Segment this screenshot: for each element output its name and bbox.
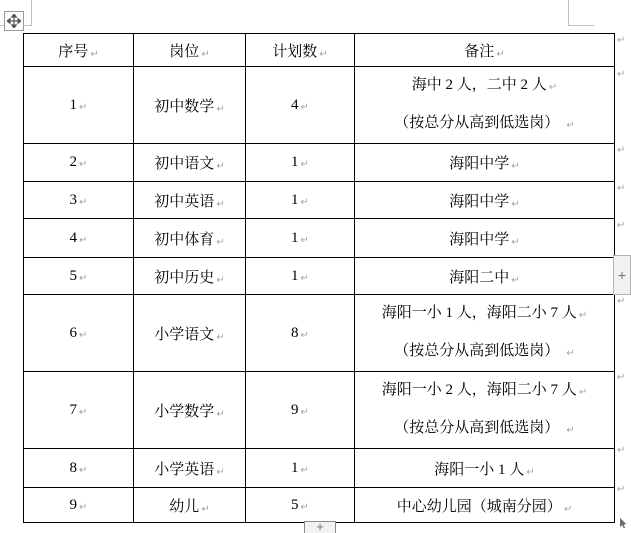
cell-no[interactable] — [24, 258, 134, 295]
cell-remark[interactable] — [355, 182, 615, 219]
paragraph-mark: ↵ — [79, 159, 88, 170]
cell-remark[interactable] — [355, 144, 615, 182]
cell-count[interactable] — [246, 258, 355, 295]
cell-count[interactable] — [246, 295, 355, 372]
paragraph-mark: ↵ — [300, 234, 309, 246]
paragraph-mark: ↵ — [216, 103, 225, 115]
row-end-paragraph-mark: ↵ — [617, 484, 626, 495]
paragraph-mark: ↵ — [300, 272, 309, 284]
cell-count[interactable] — [246, 182, 355, 219]
cell-post[interactable] — [134, 144, 246, 182]
cell-text: （按总分从高到低选岗） — [394, 115, 560, 131]
table-row — [24, 449, 615, 488]
cell-text: 1 — [291, 267, 299, 284]
text-boundary-mark-top-left-v — [31, 0, 32, 26]
row-end-paragraph-mark: ↵ — [617, 183, 626, 194]
cell-text: 1 — [69, 96, 78, 113]
paragraph-mark: ↵ — [216, 274, 225, 286]
cell-count[interactable] — [246, 372, 355, 449]
mouse-cursor-icon — [619, 518, 628, 529]
paragraph-mark: ↵ — [216, 408, 225, 420]
cell-text: 1 — [291, 154, 299, 170]
paragraph-mark: ↵ — [566, 425, 575, 436]
paragraph-mark: ↵ — [201, 503, 210, 515]
cell-no[interactable] — [24, 449, 134, 488]
positions-table — [23, 33, 615, 523]
cell-text: 小学语文 — [154, 326, 215, 343]
table-row — [24, 258, 615, 295]
cell-text: 幼儿 — [169, 498, 200, 515]
table-row — [24, 219, 615, 258]
table-row — [24, 67, 615, 144]
cell-text: 5 — [69, 267, 78, 284]
cell-post[interactable] — [134, 182, 246, 219]
cell-post[interactable] — [134, 488, 246, 523]
cell-no[interactable] — [24, 67, 134, 144]
paragraph-mark: ↵ — [79, 329, 88, 341]
header-label: 计划数 — [272, 43, 318, 60]
paragraph-mark: ↵ — [578, 387, 588, 398]
cell-text: 海阳一小 2 人，海阳二小 7 人 — [381, 382, 577, 398]
paragraph-mark: ↵ — [216, 236, 225, 248]
cell-no[interactable] — [24, 182, 134, 219]
paragraph-mark: ↵ — [566, 120, 575, 131]
paragraph-mark: ↵ — [216, 161, 225, 172]
cell-text: 小学英语 — [154, 461, 215, 478]
paragraph-mark: ↵ — [511, 236, 520, 248]
cell-text: 3 — [69, 191, 78, 208]
col-header-count[interactable] — [246, 34, 355, 67]
cell-no[interactable] — [24, 144, 134, 182]
cell-remark[interactable] — [355, 372, 615, 449]
cell-text: 1 — [291, 229, 299, 246]
paragraph-mark: ↵ — [79, 101, 88, 113]
paragraph-mark: ↵ — [79, 234, 88, 246]
cell-count[interactable] — [246, 488, 355, 523]
cell-text: 1 — [291, 191, 299, 208]
cell-text: 8 — [291, 324, 299, 341]
col-header-index[interactable] — [24, 34, 134, 67]
table-row — [24, 34, 615, 67]
cell-post[interactable] — [134, 295, 246, 372]
row-end-paragraph-mark: ↵ — [617, 372, 626, 383]
plus-icon: + — [617, 267, 627, 283]
cell-remark[interactable] — [355, 67, 615, 144]
cell-text: 4 — [291, 96, 299, 113]
paragraph-mark: ↵ — [201, 48, 210, 60]
paragraph-mark: ↵ — [79, 272, 88, 284]
row-end-paragraph-mark: ↵ — [617, 445, 626, 456]
cell-text: 9 — [69, 496, 78, 513]
cell-remark[interactable] — [355, 219, 615, 258]
paragraph-mark: ↵ — [300, 329, 309, 341]
table-row — [24, 488, 615, 523]
text-boundary-mark-top-right-h — [568, 25, 594, 26]
cell-text: 9 — [291, 401, 299, 418]
cell-remark[interactable] — [355, 488, 615, 523]
cell-text: 7 — [69, 401, 78, 418]
cell-remark[interactable] — [355, 449, 615, 488]
col-header-post[interactable] — [134, 34, 246, 67]
header-label: 备注 — [464, 43, 495, 60]
cell-text: （按总分从高到低选岗） — [394, 420, 560, 436]
paragraph-mark: ↵ — [300, 464, 309, 476]
paragraph-mark: ↵ — [79, 406, 88, 418]
paragraph-mark: ↵ — [578, 310, 588, 321]
cell-post[interactable] — [134, 219, 246, 258]
paragraph-mark: ↵ — [300, 101, 309, 113]
paragraph-mark: ↵ — [79, 501, 88, 513]
paragraph-mark: ↵ — [300, 406, 309, 418]
table-row — [24, 295, 615, 372]
cell-text: 初中数学 — [154, 98, 215, 115]
cell-text: 4 — [69, 229, 78, 246]
cell-no[interactable] — [24, 488, 134, 523]
cell-text: 海阳中学 — [449, 156, 510, 172]
paragraph-mark: ↵ — [526, 466, 535, 478]
row-end-paragraph-mark: ↵ — [617, 220, 626, 231]
cell-text: 海中 2 人，二中 2 人 — [411, 77, 547, 93]
paragraph-mark: ↵ — [300, 159, 309, 170]
paragraph-mark: ↵ — [216, 331, 225, 343]
cell-remark[interactable] — [355, 258, 615, 295]
cell-no[interactable] — [24, 295, 134, 372]
cell-count[interactable] — [246, 219, 355, 258]
cell-text: 初中历史 — [154, 269, 215, 286]
cell-post[interactable] — [134, 372, 246, 449]
cell-text: 初中体育 — [154, 231, 215, 248]
cell-text: 小学数学 — [154, 403, 215, 420]
cell-text: 海阳中学 — [449, 231, 510, 248]
table-row — [24, 144, 615, 182]
cell-text: 海阳二中 — [449, 269, 510, 286]
paragraph-mark: ↵ — [511, 198, 520, 210]
cell-text: 海阳一小 1 人 — [434, 461, 525, 478]
cell-text: （按总分从高到低选岗） — [394, 343, 560, 359]
move-arrows-icon — [7, 14, 21, 28]
cell-remark[interactable] — [355, 295, 615, 372]
cell-text: 8 — [69, 459, 78, 476]
paragraph-mark: ↵ — [496, 48, 505, 60]
cell-text: 中心幼儿园（城南分园） — [396, 498, 562, 515]
plus-icon: + — [316, 519, 324, 533]
cell-count[interactable] — [246, 449, 355, 488]
col-header-remark[interactable] — [355, 34, 615, 67]
table-row — [24, 372, 615, 449]
paragraph-mark: ↵ — [511, 274, 520, 286]
cell-text: 初中英语 — [154, 193, 215, 210]
cell-text: 海阳中学 — [449, 193, 510, 210]
paragraph-mark: ↵ — [79, 196, 88, 208]
cell-text: 6 — [69, 324, 78, 341]
text-boundary-mark-top-right-v — [568, 0, 569, 26]
paragraph-mark: ↵ — [300, 501, 309, 513]
cell-post[interactable] — [134, 449, 246, 488]
cell-text: 海阳一小 1 人，海阳二小 7 人 — [381, 305, 577, 321]
header-label: 序号 — [58, 43, 89, 60]
right-edge-plus-handle[interactable] — [613, 255, 631, 295]
table-move-handle[interactable] — [4, 11, 24, 31]
row-end-paragraph-mark: ↵ — [617, 69, 626, 80]
cell-count[interactable] — [246, 67, 355, 144]
cell-post[interactable] — [134, 258, 246, 295]
table-row — [24, 182, 615, 219]
header-label: 岗位 — [169, 43, 200, 60]
cell-text: 5 — [291, 496, 299, 513]
row-end-paragraph-mark: ↵ — [617, 35, 626, 46]
cell-count[interactable] — [246, 144, 355, 182]
cell-no[interactable] — [24, 219, 134, 258]
bottom-edge-plus-handle[interactable] — [304, 521, 336, 533]
paragraph-mark: ↵ — [511, 161, 520, 172]
paragraph-mark: ↵ — [79, 464, 88, 476]
cell-post[interactable] — [134, 67, 246, 144]
cell-text: 2 — [69, 154, 78, 170]
paragraph-mark: ↵ — [566, 348, 575, 359]
paragraph-mark: ↵ — [319, 48, 328, 60]
row-end-paragraph-mark: ↵ — [617, 145, 626, 156]
paragraph-mark: ↵ — [548, 82, 558, 93]
paragraph-mark: ↵ — [90, 48, 99, 60]
cell-no[interactable] — [24, 372, 134, 449]
paragraph-mark: ↵ — [300, 196, 309, 208]
cell-text: 1 — [291, 459, 299, 476]
paragraph-mark: ↵ — [216, 198, 225, 210]
paragraph-mark: ↵ — [216, 466, 225, 478]
paragraph-mark: ↵ — [563, 503, 573, 515]
row-end-paragraph-mark: ↵ — [617, 296, 626, 307]
cell-text: 初中语文 — [154, 156, 215, 172]
